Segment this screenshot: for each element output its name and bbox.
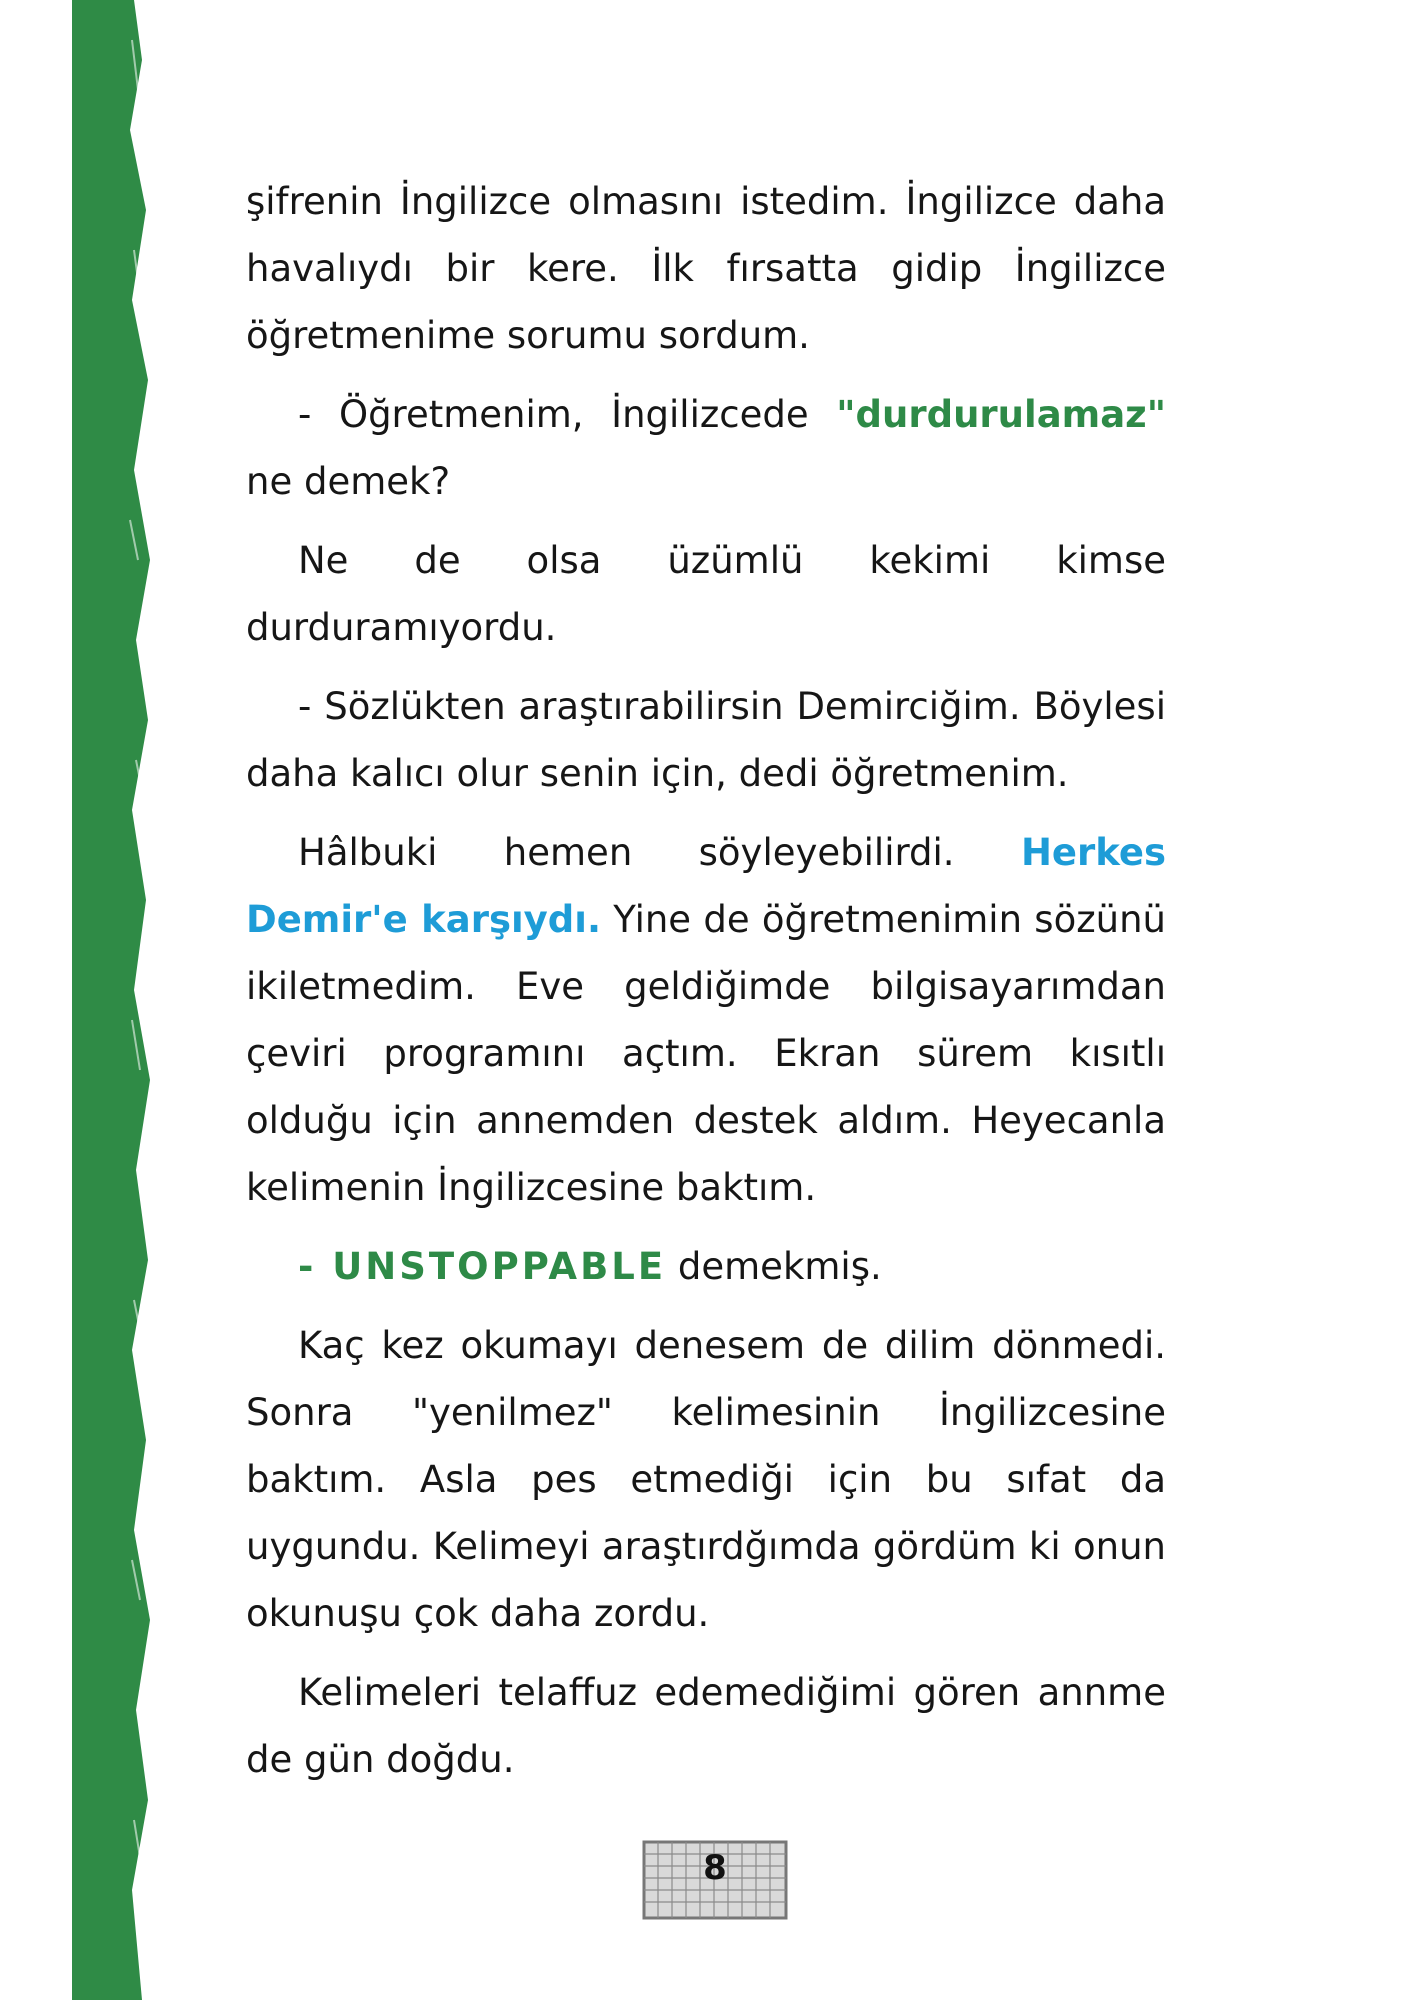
highlight-unstoppable: - UNSTOPPABLE xyxy=(298,1245,667,1288)
paragraph-6 xyxy=(246,1233,1166,1300)
paragraph-7: Kaç kez okumayı denesem de dilim dönmedi. Sonra "yenilmez" kelimesinin İngilizcesine baktım. Asla pes etmediği için bu sıfat da uygundu. Kelimeyi araştırdğımda gördüm ki onun okunuşu çok daha zordu. xyxy=(246,1324,1166,1635)
highlight-herkes-demire-karsiydi: Herkes Demir'e karşıydı. xyxy=(246,831,1166,941)
paragraph-3: Ne de olsa üzümlü kekimi kimse durduramıyordu. xyxy=(246,539,1166,649)
brush-stripe-shape xyxy=(72,0,152,2000)
paragraph-4: - Sözlükten araştırabilirsin Demirciğim. Böylesi daha kalıcı olur senin için, dedi öğretmenim. xyxy=(246,685,1166,795)
paragraph-6-end: demekmiş. xyxy=(666,1245,882,1288)
paragraph-5-end: Yine de öğretmenimin sözünü ikiletmedim. Eve geldiğimde bilgisayarımdan çeviri programını açtım. Ekran sürem kısıtlı olduğu için annemden destek aldım. Heyecanla kelimenin İngilizcesine baktım. xyxy=(246,898,1166,1209)
story-text xyxy=(246,168,1166,1805)
highlight-durdurulamaz: "durdurulamaz" xyxy=(836,393,1166,436)
green-side-stripe xyxy=(72,0,152,2000)
dialogue-start: - Öğretmenim, İngilizcede xyxy=(298,393,837,436)
paragraph-5-start: Hâlbuki hemen söyleyebilirdi. xyxy=(298,831,1021,874)
paragraph-2 xyxy=(246,381,1166,515)
page-number: 8 xyxy=(703,1848,727,1888)
paragraph-5 xyxy=(246,819,1166,1221)
dialogue-end: ne demek? xyxy=(246,460,451,503)
paragraph-1: şifrenin İngilizce olmasını istedim. İngilizce daha havalıydı bir kere. İlk fırsatta gidip İngilizce öğretmenime sorumu sordum. xyxy=(246,180,1166,357)
paragraph-8: Kelimeleri telaffuz edemediğimi gören annme de gün doğdu. xyxy=(246,1671,1166,1781)
page-number-badge xyxy=(640,1838,790,1922)
